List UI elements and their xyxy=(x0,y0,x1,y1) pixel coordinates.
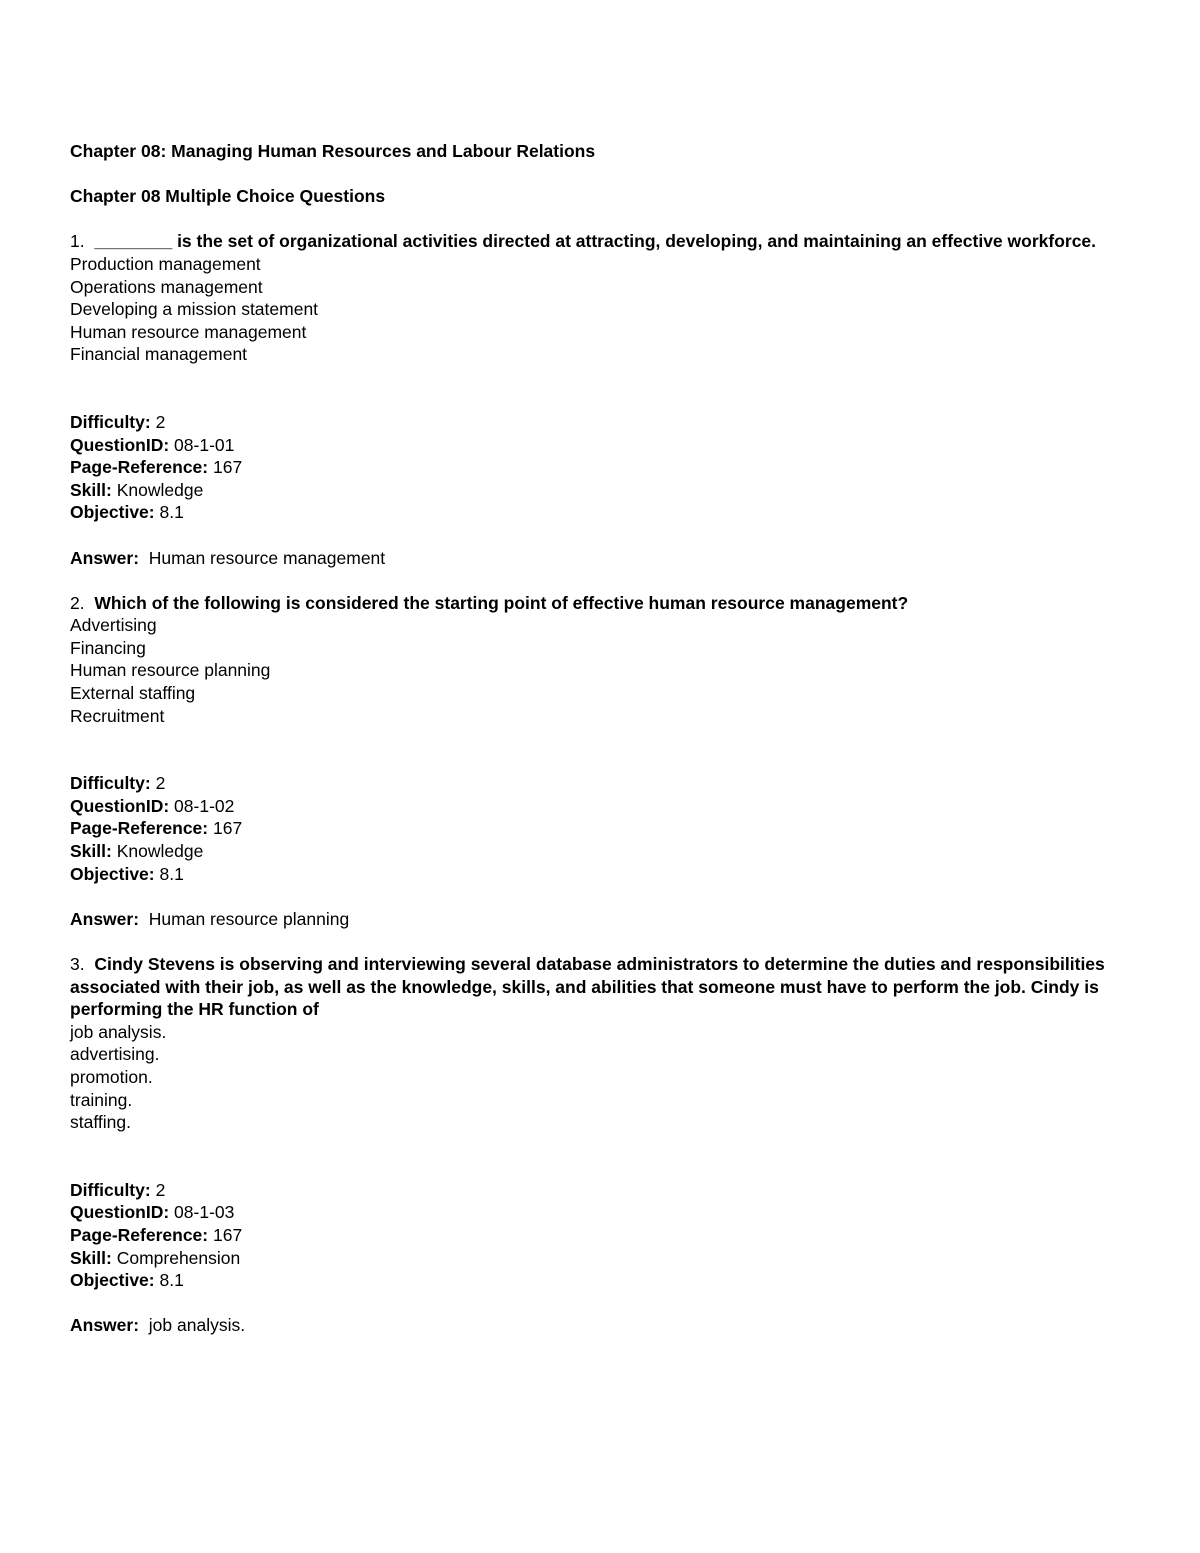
difficulty-value: 2 xyxy=(155,773,166,794)
question-id-label: QuestionID: xyxy=(70,434,170,455)
page-reference-value: 167 xyxy=(213,457,243,478)
question-id-row xyxy=(70,795,1130,818)
section-title: Chapter 08 Multiple Choice Questions xyxy=(70,186,386,207)
skill-value: Knowledge xyxy=(116,841,204,862)
objective-label: Objective: xyxy=(70,863,155,884)
option-item: Developing a mission statement xyxy=(70,299,319,320)
question-text: Cindy Stevens is observing and interviewing several database administrators to determine the duties and responsibilities associated with their job, as well as the knowledge, skills, and abilities that someone must have to perform the job. Cindy is performing the HR function of xyxy=(70,954,1110,1020)
skill-row xyxy=(70,1247,1130,1270)
page-reference-value: 167 xyxy=(213,1224,243,1245)
option-item: Human resource planning xyxy=(70,660,271,681)
option-item: advertising. xyxy=(70,1044,160,1065)
question-block xyxy=(70,592,1130,931)
question-text: ________ is the set of organizational activities directed at attracting, developing, and maintaining an effective workforce. xyxy=(94,231,1097,252)
answer-row xyxy=(70,547,1130,570)
skill-row xyxy=(70,479,1130,502)
option-list xyxy=(70,1021,1130,1134)
answer-label: Answer: xyxy=(70,547,140,568)
question-id-label: QuestionID: xyxy=(70,1202,170,1223)
page-reference-value: 167 xyxy=(213,818,243,839)
option-item: Financing xyxy=(70,637,146,658)
answer-row xyxy=(70,908,1130,931)
question-number: 1. xyxy=(70,231,85,252)
page-reference-row xyxy=(70,456,1130,479)
difficulty-row xyxy=(70,1179,1130,1202)
answer-value: job analysis. xyxy=(148,1315,246,1336)
objective-row xyxy=(70,863,1130,886)
answer-value: Human resource planning xyxy=(148,908,350,929)
skill-label: Skill: xyxy=(70,841,112,862)
option-item: Human resource management xyxy=(70,321,307,342)
difficulty-row xyxy=(70,772,1130,795)
question-metadata xyxy=(70,772,1130,885)
question-id-value: 08-1-03 xyxy=(174,1202,235,1223)
page-reference-label: Page-Reference: xyxy=(70,457,209,478)
objective-row xyxy=(70,501,1130,524)
option-item: Financial management xyxy=(70,344,248,365)
question-id-row xyxy=(70,1201,1130,1224)
difficulty-value: 2 xyxy=(155,411,166,432)
question-metadata xyxy=(70,411,1130,524)
question-block xyxy=(70,953,1130,1337)
skill-label: Skill: xyxy=(70,479,112,500)
question-stem xyxy=(70,592,1130,615)
answer-label: Answer: xyxy=(70,1315,140,1336)
difficulty-label: Difficulty: xyxy=(70,411,151,432)
question-list xyxy=(70,230,1130,1337)
page-reference-row xyxy=(70,817,1130,840)
skill-value: Knowledge xyxy=(116,479,204,500)
chapter-title: Chapter 08: Managing Human Resources and Labour Relations xyxy=(70,141,596,161)
question-metadata xyxy=(70,1179,1130,1292)
option-item: staffing. xyxy=(70,1112,131,1133)
difficulty-label: Difficulty: xyxy=(70,773,151,794)
question-id-value: 08-1-02 xyxy=(174,795,235,816)
option-item: Advertising xyxy=(70,615,157,636)
skill-label: Skill: xyxy=(70,1247,112,1268)
option-list xyxy=(70,614,1130,727)
option-item: job analysis. xyxy=(70,1021,167,1042)
answer-row xyxy=(70,1314,1130,1337)
document-page xyxy=(70,140,1130,1337)
page-reference-row xyxy=(70,1224,1130,1247)
option-item: External staffing xyxy=(70,683,196,704)
question-id-value: 08-1-01 xyxy=(174,434,235,455)
option-item: Recruitment xyxy=(70,705,165,726)
objective-value: 8.1 xyxy=(159,1270,184,1291)
objective-row xyxy=(70,1269,1130,1292)
question-number: 2. xyxy=(70,592,85,613)
option-item: training. xyxy=(70,1089,133,1110)
question-text: Which of the following is considered the starting point of effective human resource management? xyxy=(94,592,909,613)
objective-label: Objective: xyxy=(70,1270,155,1291)
objective-label: Objective: xyxy=(70,502,155,523)
option-item: Production management xyxy=(70,253,261,274)
objective-value: 8.1 xyxy=(159,502,184,523)
answer-value: Human resource management xyxy=(148,547,386,568)
question-id-row xyxy=(70,434,1130,457)
skill-value: Comprehension xyxy=(116,1247,241,1268)
option-item: Operations management xyxy=(70,276,263,297)
objective-value: 8.1 xyxy=(159,863,184,884)
question-block xyxy=(70,230,1130,569)
page-reference-label: Page-Reference: xyxy=(70,1224,209,1245)
skill-row xyxy=(70,840,1130,863)
option-item: promotion. xyxy=(70,1066,153,1087)
question-number: 3. xyxy=(70,954,85,974)
question-stem xyxy=(70,953,1130,1021)
difficulty-row xyxy=(70,411,1130,434)
option-list xyxy=(70,253,1130,366)
page-reference-label: Page-Reference: xyxy=(70,818,209,839)
answer-label: Answer: xyxy=(70,908,140,929)
difficulty-value: 2 xyxy=(155,1179,166,1200)
question-stem xyxy=(70,230,1130,253)
difficulty-label: Difficulty: xyxy=(70,1179,151,1200)
question-id-label: QuestionID: xyxy=(70,795,170,816)
